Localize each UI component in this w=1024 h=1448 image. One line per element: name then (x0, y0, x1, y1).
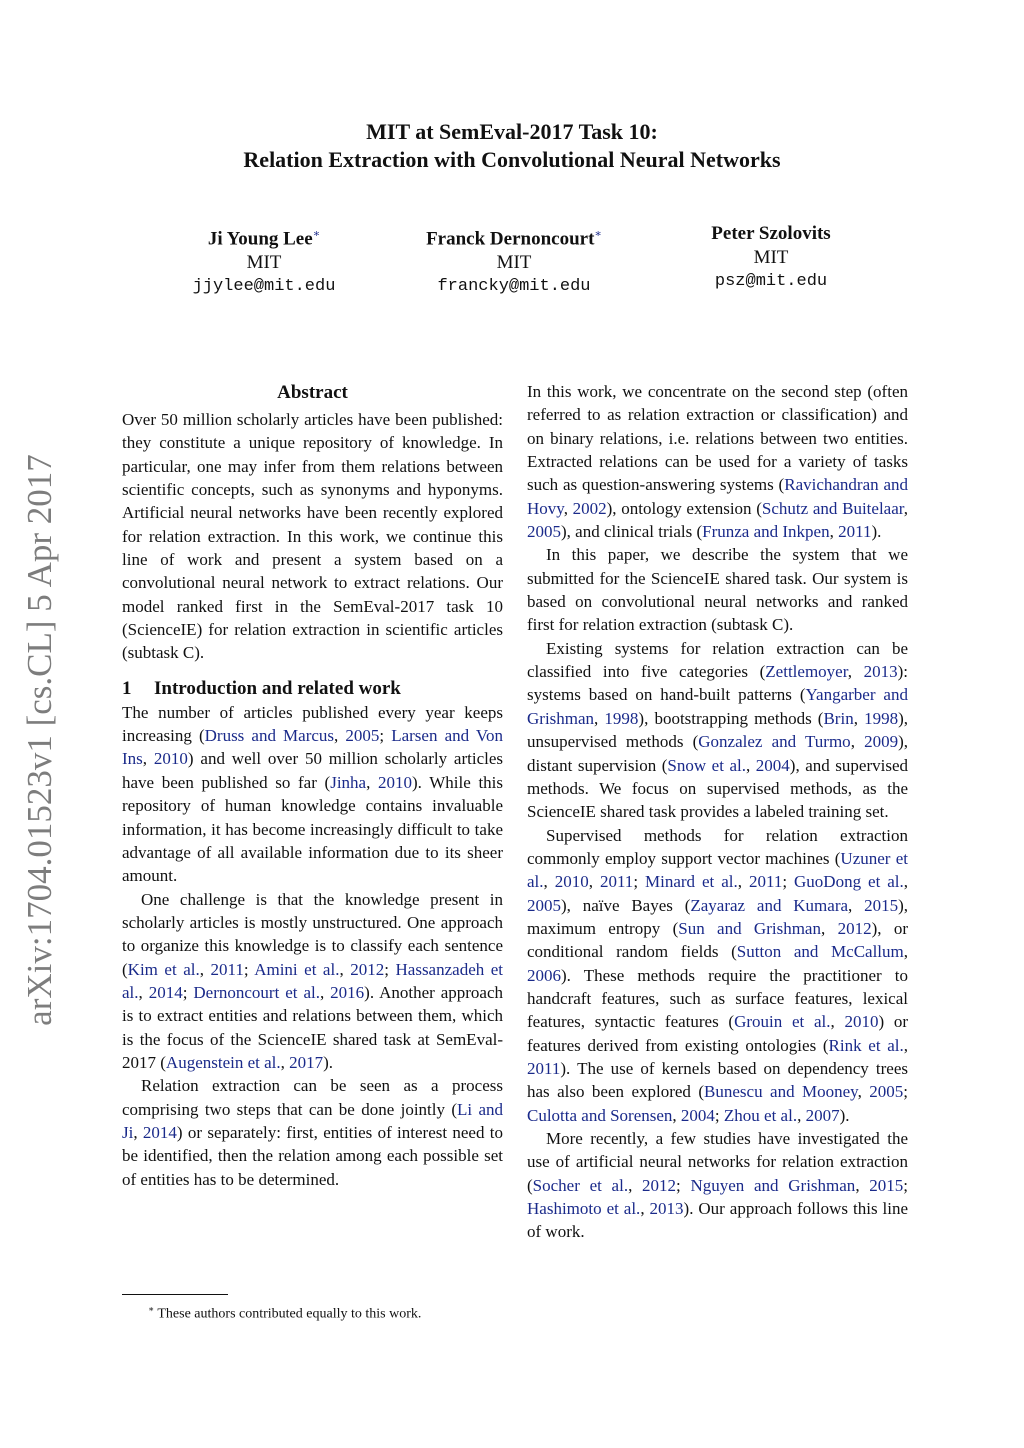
citation-link[interactable]: Grouin et al. (734, 1012, 831, 1032)
paragraph-text: More recently, a few studies have investigated the use of artificial neural networks for relation extraction ( (527, 1129, 908, 1195)
citation-link[interactable]: 2017 (289, 1052, 324, 1072)
paragraph-text: ). (839, 1105, 850, 1125)
citation-link[interactable]: 2010 (554, 872, 589, 892)
citation-link[interactable]: Hashimoto et al. (527, 1199, 641, 1219)
body-paragraph (122, 1074, 503, 1191)
citation-link[interactable]: Jinha (330, 772, 367, 792)
body-paragraph (122, 888, 503, 1075)
citation-link[interactable]: Li and Ji (122, 1099, 504, 1142)
left-column (122, 380, 503, 1191)
paragraph-text: , (737, 872, 749, 892)
paragraph-text: , (133, 1122, 143, 1142)
citation-link[interactable]: Zayaraz and Kumara (690, 895, 849, 915)
paragraph-text: ), maximum entropy ( (527, 895, 909, 938)
section-title: Introduction and related work (154, 677, 401, 699)
paragraph-text: , (280, 1052, 290, 1072)
citation-link[interactable]: Socher et al. (532, 1175, 629, 1195)
citation-link[interactable]: Larsen and Von Ins (122, 726, 503, 769)
citation-link[interactable]: 2015 (869, 1175, 904, 1195)
citation-link[interactable]: 2005 (345, 726, 380, 746)
paragraph-text: ; (182, 982, 194, 1002)
body-paragraph (527, 824, 908, 1127)
citation-link[interactable]: 2004 (755, 755, 790, 775)
citation-link[interactable]: Gonzalez and Turmo (698, 732, 851, 752)
citation-link[interactable]: 2005 (527, 895, 561, 915)
paragraph-text: , (797, 1105, 806, 1125)
citation-link[interactable]: 1998 (864, 708, 899, 728)
paragraph-text: , (746, 755, 756, 775)
paragraph-text: ; (903, 1175, 909, 1195)
paragraph-text: ), bootstrapping methods ( (638, 708, 824, 728)
citation-link[interactable]: Sun and Grishman (678, 918, 821, 938)
author-affiliation: MIT (753, 247, 789, 268)
abstract-text: Over 50 million scholarly articles have been published: they constitute a unique repository of knowledge. In particular, one may infer from them relations between scientific concepts, such as synonyms and hyponyms. Artificial neural networks have been recently explored for relation extraction. In this work, we continue this line of work and present a system based on a convolutional neural network to extract relations. Our model ranked first in the SemEval-2017 task 10 (ScienceIE) for relation extraction in scientific articles (subtask C). (122, 410, 503, 663)
footnote-rule (122, 1294, 228, 1295)
author-name: Peter Szolovits (711, 223, 831, 244)
title-line-2: Relation Extraction with Convolutional Neural Networks (243, 147, 781, 172)
paragraph-text: ) or features derived from existing ontologies ( (527, 1012, 908, 1055)
paragraph-text: ) and well over 50 million scholarly articles have been published so far ( (122, 749, 504, 792)
citation-link[interactable]: Kim et al. (127, 959, 200, 979)
citation-link[interactable]: Rink et al. (828, 1035, 904, 1055)
paragraph-text: One challenge is that the knowledge present in scholarly articles is mostly unstructured. One approach to organize this knowledge is to classify each sentence ( (122, 889, 503, 979)
paragraph-text: In this paper, we describe the system that we submitted for the ScienceIE shared task. Our system is based on convolutional neural networks and ranked first for relation extraction (subtask C). (527, 545, 908, 635)
citation-link[interactable]: Augenstein et al. (165, 1052, 281, 1072)
paragraph-text: , (850, 732, 865, 752)
paragraph-text: ). These methods require the practitioner to handcraft features, such as surface features, lexical features, syntactic features ( (527, 965, 908, 1032)
citation-link[interactable]: 2006 (527, 965, 561, 985)
paragraph-text: ) or separately: first, entities of interest need to be identified, then the relation among each possible set of entities has to be determined. (122, 1122, 504, 1189)
citation-link[interactable]: 2005 (527, 522, 561, 542)
body-paragraph (527, 543, 908, 636)
author-block-3 (668, 222, 874, 294)
paragraph-text: ). Another approach is to extract entities and relations between them, which is the focus of the ScienceIE shared task at SemEval-2017 ( (122, 982, 504, 1072)
paragraph-text: ), ontology extension ( (606, 498, 762, 518)
arxiv-identifier-stamp: arXiv:1704.01523v1 [cs.CL] 5 Apr 2017 (20, 454, 59, 1026)
citation-link[interactable]: Ravichandran and Hovy (527, 475, 909, 518)
citation-link[interactable]: Uzuner et al. (527, 848, 908, 892)
citation-link[interactable]: 2014 (142, 1122, 177, 1142)
paragraph-text: , (847, 662, 864, 682)
paragraph-text: , (142, 749, 154, 769)
paragraph-text: , (319, 982, 331, 1002)
author-block-1 (152, 222, 376, 299)
citation-link[interactable]: 2011 (838, 522, 872, 542)
paragraph-text: , (563, 498, 573, 518)
paper-title (0, 118, 1024, 174)
paragraph-text: , (855, 1175, 870, 1195)
body-paragraph (122, 701, 503, 888)
paragraph-text: ): systems based on hand-built patterns ( (527, 662, 909, 705)
citation-link[interactable]: Schutz and Buitelaar (761, 498, 904, 518)
paragraph-text: ; (384, 959, 396, 979)
paragraph-text: , (588, 872, 600, 892)
paragraph-text: ; (243, 959, 255, 979)
paragraph-text: ), or conditional random fields ( (527, 918, 909, 962)
paragraph-text: ). (323, 1052, 334, 1072)
paragraph-text: , (366, 772, 378, 792)
paragraph-text: , (830, 1012, 845, 1032)
citation-link[interactable]: Minard et al. (645, 872, 738, 892)
citation-link[interactable]: Hassanzadeh et al. (122, 959, 504, 1002)
paragraph-text: ), unsupervised methods ( (527, 708, 908, 752)
paragraph-text: ). The use of kernels based on dependency trees has also been explored ( (527, 1058, 908, 1102)
author-block-2 (394, 222, 634, 299)
citation-link[interactable]: 2009 (864, 732, 899, 752)
author-email: francky@mit.edu (437, 277, 591, 297)
citation-link[interactable]: Sutton and McCallum (736, 942, 904, 962)
citation-link[interactable]: 2005 (869, 1082, 904, 1102)
footnote-text: These authors contributed equally to this work. (157, 1306, 422, 1322)
body-paragraph (527, 380, 908, 543)
author-name: Franck Dernoncourt (426, 228, 595, 250)
paragraph-text: ). While this repository of human knowledge contains invaluable information, it has become increasingly difficult to take advantage of all available information due to its sheer amount. (122, 772, 504, 886)
paragraph-text: , (672, 1105, 681, 1125)
citation-link[interactable]: Dernoncourt et al. (193, 982, 320, 1002)
paragraph-text: Existing systems for relation extraction can be classified into five categories ( (527, 638, 908, 682)
paragraph-text: , (640, 1199, 650, 1219)
title-line-1: MIT at SemEval-2017 Task 10: (366, 119, 658, 144)
paragraph-text: , (903, 872, 909, 892)
paragraph-text: , (138, 982, 149, 1002)
citation-link[interactable]: 2012 (642, 1175, 677, 1195)
paragraph-text: ). Our approach follows this line of work. (527, 1199, 909, 1242)
paragraph-text: , (543, 872, 555, 892)
citation-link[interactable]: Bunescu and Mooney (704, 1082, 858, 1102)
paragraph-text: ), and clinical trials ( (561, 522, 703, 542)
citation-link[interactable]: Druss and Marcus (204, 726, 335, 746)
citation-link[interactable]: 2011 (599, 872, 634, 892)
citation-link[interactable]: Zhou et al. (723, 1105, 798, 1125)
citation-link[interactable]: 2010 (844, 1012, 879, 1032)
citation-link[interactable]: Snow et al. (667, 755, 746, 775)
citation-link[interactable]: 2010 (153, 749, 188, 769)
body-paragraph (527, 637, 908, 824)
author-name: Ji Young Lee (207, 228, 313, 250)
paragraph-text: ; (379, 726, 392, 746)
footnote-mark: ∗ (148, 1304, 155, 1314)
citation-link[interactable]: Yangarber and Grishman (527, 685, 908, 728)
right-column (527, 380, 908, 1244)
paragraph-text: , (903, 942, 909, 962)
paragraph-text: , (903, 498, 908, 518)
paragraph-text: ), distant supervision ( (527, 732, 909, 775)
citation-link[interactable]: Frunza and Inkpen (702, 522, 830, 542)
paragraph-text: , (903, 1035, 909, 1055)
citation-link[interactable]: Culotta and Sorensen (527, 1105, 673, 1125)
abstract-heading: Abstract (277, 382, 348, 403)
citation-link[interactable]: 2011 (527, 1058, 561, 1078)
section-number: 1 (122, 677, 132, 699)
paragraph-text: Relation extraction can be seen as a process comprising two steps that can be done jointly ( (122, 1076, 503, 1119)
section-heading (122, 677, 503, 701)
paragraph-text: ; (633, 872, 645, 892)
citation-link[interactable]: 2012 (350, 959, 385, 979)
paragraph-text: The number of articles published every year keeps increasing ( (122, 702, 503, 746)
citation-link[interactable]: GuoDong et al. (794, 872, 904, 892)
paragraph-text: ), naïve Bayes ( (561, 895, 691, 915)
author-affiliation: MIT (246, 252, 282, 274)
citation-link[interactable]: 2016 (330, 982, 365, 1002)
equal-contribution-mark: ∗ (594, 228, 602, 240)
paragraph-text: , (199, 959, 211, 979)
citation-link[interactable]: 2012 (837, 918, 872, 938)
right-body (527, 380, 908, 1244)
equal-contribution-mark: ∗ (312, 228, 321, 240)
paragraph-text: , (820, 918, 838, 938)
citation-link[interactable]: 2010 (378, 772, 412, 792)
paragraph-text: , (594, 708, 605, 728)
paragraph-text: , (628, 1175, 643, 1195)
citation-link[interactable]: 2002 (572, 498, 607, 518)
citation-link[interactable]: Zettlemoyer (765, 662, 848, 682)
paragraph-text: ; (782, 872, 795, 892)
footnote (148, 1300, 421, 1324)
citation-link[interactable]: 2011 (210, 959, 244, 979)
citation-link[interactable]: Nguyen and Grishman (690, 1175, 856, 1195)
left-body (122, 701, 503, 1191)
citation-link[interactable]: 2015 (864, 895, 899, 915)
citation-link[interactable]: 2014 (148, 982, 183, 1002)
paragraph-text: , (339, 959, 351, 979)
paragraph-text: , (848, 895, 865, 915)
citation-link[interactable]: Amini et al. (254, 959, 340, 979)
paragraph-text: , (853, 708, 865, 728)
paragraph-text: ; (714, 1105, 724, 1125)
body-paragraph (527, 1127, 908, 1244)
paragraph-text: ), and supervised methods. We focus on supervised methods, as the ScienceIE shared task provides a labeled training set. (527, 755, 908, 822)
citation-link[interactable]: 2013 (649, 1199, 684, 1219)
citation-link[interactable]: 2007 (805, 1105, 840, 1125)
paragraph-text: , (857, 1082, 870, 1102)
citation-link[interactable]: 2013 (863, 662, 898, 682)
citation-link[interactable]: 2011 (748, 872, 783, 892)
paragraph-text: , (334, 726, 346, 746)
author-email: jjylee@mit.edu (192, 277, 336, 297)
paragraph-text: ; (903, 1082, 909, 1102)
paragraph-text: ). (871, 522, 882, 542)
citation-link[interactable]: 1998 (604, 708, 639, 728)
paragraph-text: ; (676, 1175, 691, 1195)
author-email: psz@mit.edu (714, 272, 828, 291)
citation-link[interactable]: Brin (823, 708, 854, 728)
paragraph-text: Supervised methods for relation extraction commonly employ support vector machines ( (527, 825, 908, 868)
citation-link[interactable]: 2004 (680, 1105, 715, 1125)
paragraph-text: In this work, we concentrate on the second step (often referred to as relation extraction or classification) and on binary relations, i.e. relations between two entities. Extracted relations can be used for a variety of tasks such as question-answering systems ( (527, 382, 908, 495)
author-affiliation: MIT (496, 252, 532, 274)
paragraph-text: , (829, 522, 839, 542)
